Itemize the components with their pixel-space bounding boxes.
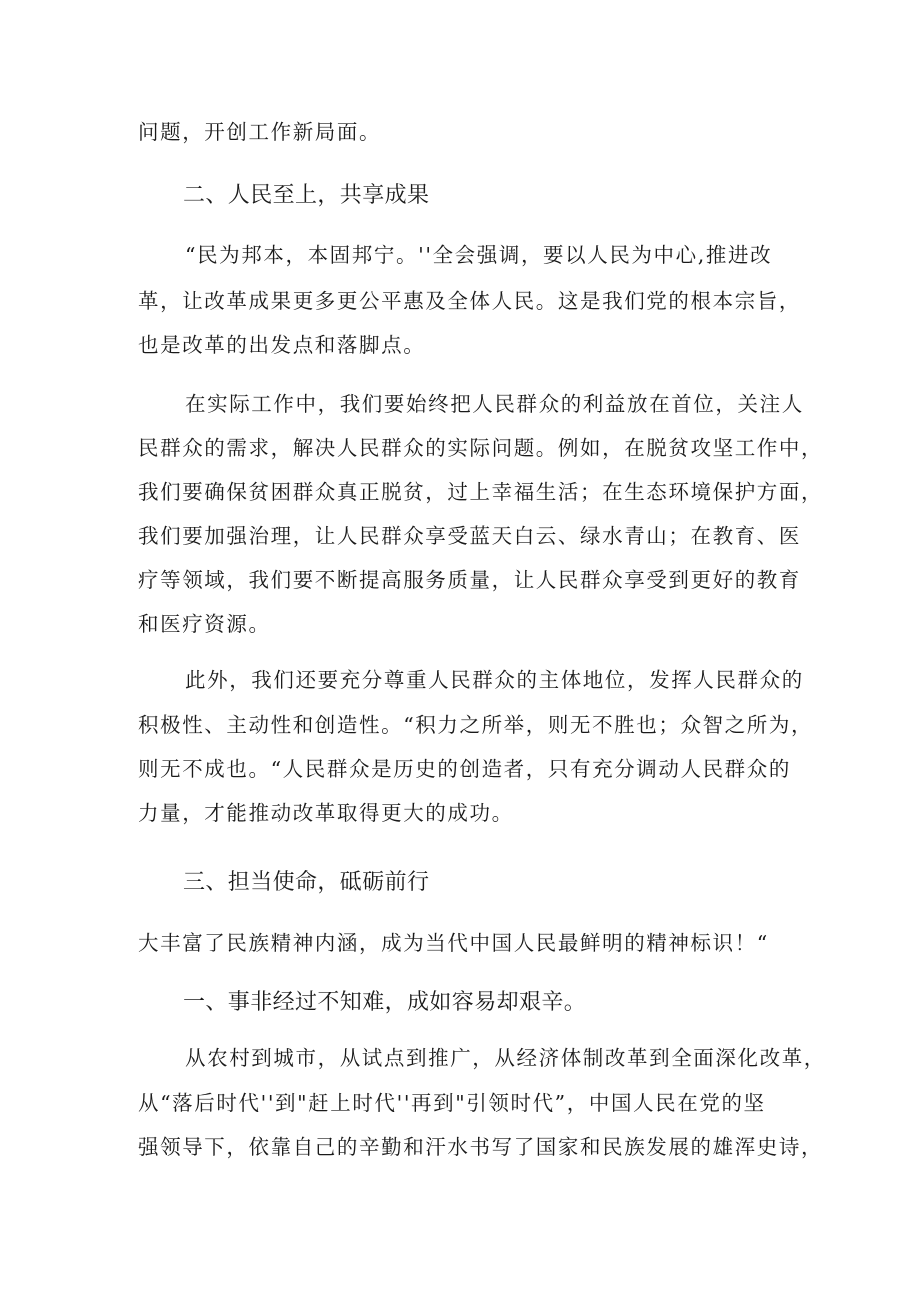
section-heading-2: 二、人民至上，共享成果 — [183, 183, 430, 208]
section-heading-3: 三、担当使命，砥砺前行 — [183, 870, 430, 895]
paragraph-line: 问题，开创工作新局面。 — [138, 120, 382, 144]
paragraph-line: 从“落后时代''到"赶上时代''再到"引领时代”，中国人民在党的坚 — [138, 1091, 766, 1115]
paragraph-line: 力量，才能推动改革取得更大的成功。 — [138, 801, 514, 825]
paragraph-line: 积极性、主动性和创造性。“积力之所举，则无不胜也；众智之所为， — [138, 713, 814, 737]
section-heading-1: 一、事非经过不知难，成如容易却艰辛。 — [183, 990, 587, 1015]
paragraph-line: 此外，我们还要充分尊重人民群众的主体地位，发挥人民群众的 — [185, 668, 804, 692]
paragraph-line: 从农村到城市，从试点到推广，从经济体制改革到全面深化改革， — [185, 1046, 826, 1070]
paragraph-line: “民为邦本，本固邦宁。''全会强调，要以人民为中心,推进改 — [185, 243, 773, 267]
paragraph-line: 则无不成也。“人民群众是历史的创造者，只有充分调动人民群众的 — [138, 757, 791, 781]
paragraph-line: 我们要确保贫困群众真正脱贫，过上幸福生活；在生态环境保护方面， — [138, 480, 824, 504]
paragraph-line: 革，让改革成果更多更公平惠及全体人民。这是我们党的根本宗旨， — [138, 289, 801, 313]
paragraph-line: 疗等领域，我们要不断提高服务质量，让人民群众享受到更好的教育 — [138, 568, 801, 592]
paragraph-line: 在实际工作中，我们要始终把人民群众的利益放在首位，关注人 — [185, 392, 804, 416]
paragraph-line: 我们要加强治理，让人民群众享受蓝天白云、绿水青山；在教育、医 — [138, 524, 801, 548]
paragraph-line: 大丰富了民族精神内涵，成为当代中国人民最鲜明的精神标识！“ — [138, 931, 769, 955]
paragraph-line: 和医疗资源。 — [138, 612, 271, 636]
paragraph-line: 也是改革的出发点和落脚点。 — [138, 333, 426, 357]
paragraph-line: 强领导下，依靠自己的辛勤和汗水书写了国家和民族发展的雄浑史诗， — [138, 1135, 824, 1159]
paragraph-line: 民群众的需求，解决人民群众的实际问题。例如，在脱贫攻坚工作中， — [138, 436, 824, 460]
